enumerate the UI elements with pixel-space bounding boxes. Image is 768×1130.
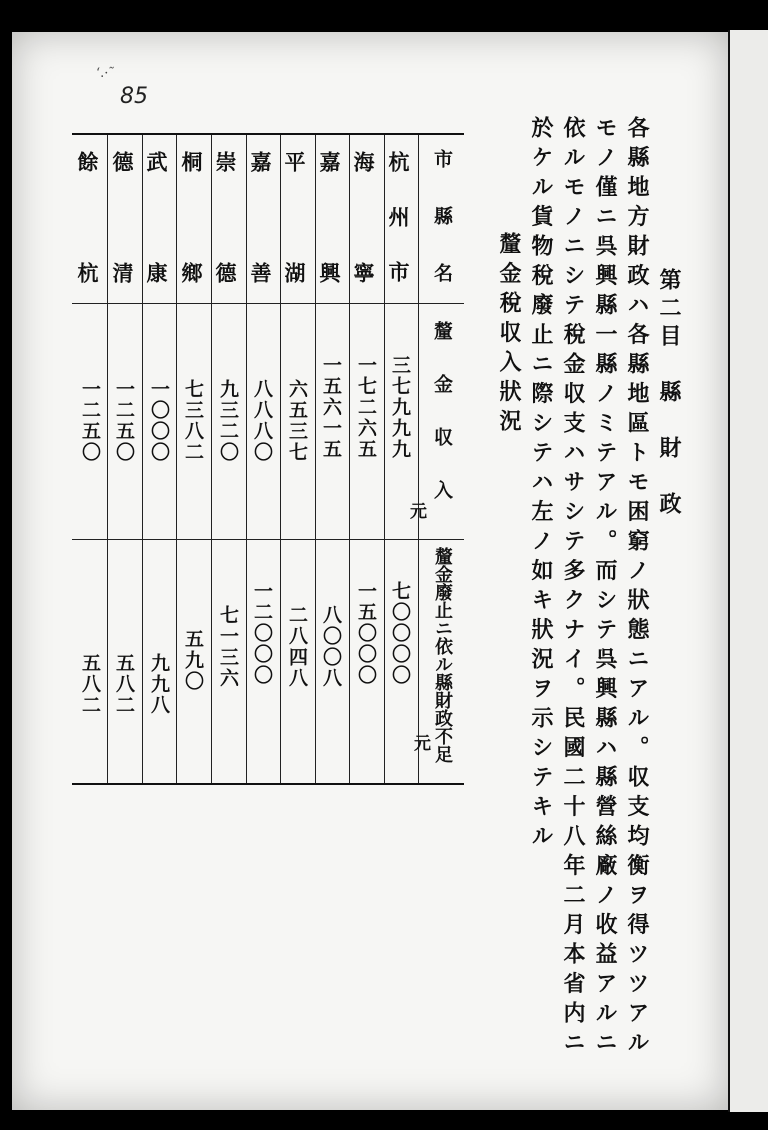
row-7-income: 七三八二 [182, 379, 204, 463]
header-name: 市縣名 [431, 149, 453, 320]
revenue-table [72, 133, 464, 785]
row-4-shortfall: 二八四八 [286, 605, 308, 689]
row-6-income: 九三二〇 [217, 379, 239, 463]
column-separator [72, 539, 464, 540]
row-9-name: 德清 [110, 151, 135, 373]
unit-income: 元 [410, 502, 427, 522]
row-5-income: 八八八〇 [251, 379, 273, 463]
row-6-shortfall: 七一三六 [217, 605, 239, 689]
column-rule [280, 135, 281, 783]
paragraph-line-4: 於ケル貨物稅廢止ニ際シテハ左ノ如キ狀況ヲ示シテキル [528, 116, 554, 854]
paragraph-line-1: 各縣地方財政ハ各縣地區トモ困窮ノ狀態ニアル。収支均衡ヲ得ツツアル [624, 116, 650, 1060]
row-3-shortfall: 八〇〇八 [320, 605, 342, 689]
row-7-name: 桐鄉 [179, 151, 204, 373]
row-8-shortfall: 九九八 [148, 653, 170, 716]
row-5-name: 嘉善 [248, 151, 273, 373]
row-2-shortfall: 一五〇〇〇 [355, 581, 377, 686]
adjacent-page-edge [730, 30, 768, 1112]
column-rule [142, 135, 143, 783]
paragraph-line-2: モノ僅ニ呉興縣一縣ノミテアル。而シテ呉興縣ハ縣營絲廠ノ收益アルニ [592, 116, 618, 1060]
row-10-income: 一二五〇 [79, 379, 101, 463]
row-1-income: 三七九九九 [389, 355, 411, 460]
unit-shortfall: 元 [414, 734, 431, 754]
row-10-name: 餘杭 [75, 151, 100, 373]
row-10-shortfall: 五八二 [79, 653, 101, 716]
row-7-shortfall: 五九〇 [182, 629, 204, 692]
row-2-income: 一七二六五 [355, 355, 377, 460]
row-9-shortfall: 五八二 [113, 653, 135, 716]
row-3-income: 一五六一五 [320, 355, 342, 460]
row-4-name: 平湖 [282, 151, 307, 373]
row-5-shortfall: 一二〇〇〇 [251, 581, 273, 686]
column-rule [418, 135, 419, 783]
row-9-income: 一二五〇 [113, 379, 135, 463]
section-heading: 第二目 縣 財 政 [656, 268, 682, 520]
paragraph-line-5: 釐金稅収入狀況 [496, 232, 522, 439]
page-number: 85 [120, 84, 148, 109]
column-rule [211, 135, 212, 783]
row-8-name: 武康 [144, 151, 169, 373]
pencil-mark: ‘.·˜ [96, 66, 115, 81]
header-shortfall: 釐金廢止ニ依ル縣財政不足 [432, 547, 453, 763]
column-rule [246, 135, 247, 783]
column-rule [349, 135, 350, 783]
row-8-income: 一〇〇〇 [148, 379, 170, 463]
paragraph-line-3: 依ルモノニシテ稅金収支ハサシテ多クナイ。民國二十八年二月本省内ニ [560, 116, 586, 1060]
column-rule [176, 135, 177, 783]
row-6-name: 崇德 [213, 151, 238, 373]
column-rule [107, 135, 108, 783]
row-1-shortfall: 七〇〇〇〇 [389, 581, 411, 686]
row-3-name: 嘉興 [317, 151, 342, 373]
row-4-income: 六五三七 [286, 379, 308, 463]
row-2-name: 海寧 [351, 151, 376, 373]
row-1-name: 杭州市 [386, 151, 411, 316]
column-rule [315, 135, 316, 783]
column-rule [384, 135, 385, 783]
header-income: 釐金収入 [431, 321, 453, 533]
